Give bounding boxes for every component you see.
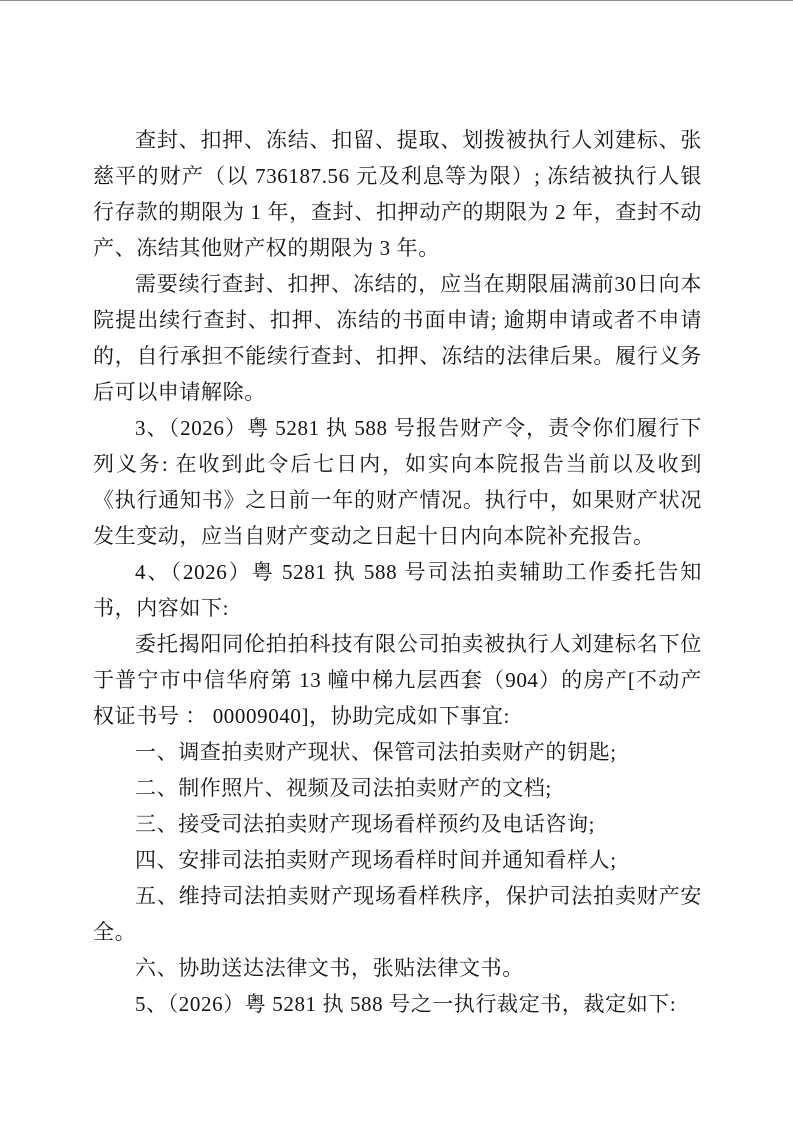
paragraph-renewal-application: 需要续行查封、扣押、冻结的，应当在期限届满前30日向本院提出续行查封、扣押、冻结的书面申请; 逾期申请或者不申请的，自行承担不能续行查封、扣押、冻结的法律后果。履行义务后可以申请解除。	[93, 272, 702, 404]
list-item-4-viewing-schedule: 四、安排司法拍卖财产现场看样时间并通知看样人;	[135, 848, 617, 872]
paragraph-item3-property-report-order: 3、（2026）粤 5281 执 588 号报告财产令，责令你们履行下列义务: 在收到此令后七日内，如实向本院报告当前以及收到《执行通知书》之日前一年的财产情况。执行中，如果财产状况发生变动，应当自财产变动之日起十日内向本院补充报告。	[93, 416, 702, 548]
list-item-5-maintain-order: 五、维持司法拍卖财产现场看样秩序，保护司法拍卖财产安全。	[93, 884, 702, 944]
list-item-1-investigate-property: 一、调查拍卖财产现状、保管司法拍卖财产的钥匙;	[135, 740, 617, 764]
document-body	[93, 122, 702, 1022]
paragraph-seizure-scope: 查封、扣押、冻结、扣留、提取、划拨被执行人刘建标、张慈平的财产（以 736187.56 元及利息等为限）; 冻结被执行人银行存款的期限为 1 年，查封、扣押动产的期限为 2 年，查封不动产、冻结其他财产权的期限为 3 年。	[93, 128, 702, 260]
list-item-3-viewing-appointments: 三、接受司法拍卖财产现场看样预约及电话咨询;	[135, 812, 596, 836]
list-item-6-serve-documents: 六、协助送达法律文书，张贴法律文书。	[135, 956, 524, 980]
paragraph-auction-entrustment: 委托揭阳同伦拍拍科技有限公司拍卖被执行人刘建标名下位于普宁市中信华府第 13 幢中梯九层西套（904）的房产[不动产权证书号 ： 00009040]，协助完成如下事宜:	[93, 632, 702, 728]
list-item-2-photos-videos: 二、制作照片、视频及司法拍卖财产的文档;	[135, 776, 552, 800]
paragraph-item4-auction-assist-notice: 4、（2026）粤 5281 执 588 号司法拍卖辅助工作委托告知书，内容如下:	[93, 560, 702, 620]
paragraph-item5-execution-ruling: 5、（2026）粤 5281 执 588 号之一执行裁定书，裁定如下:	[135, 992, 677, 1016]
